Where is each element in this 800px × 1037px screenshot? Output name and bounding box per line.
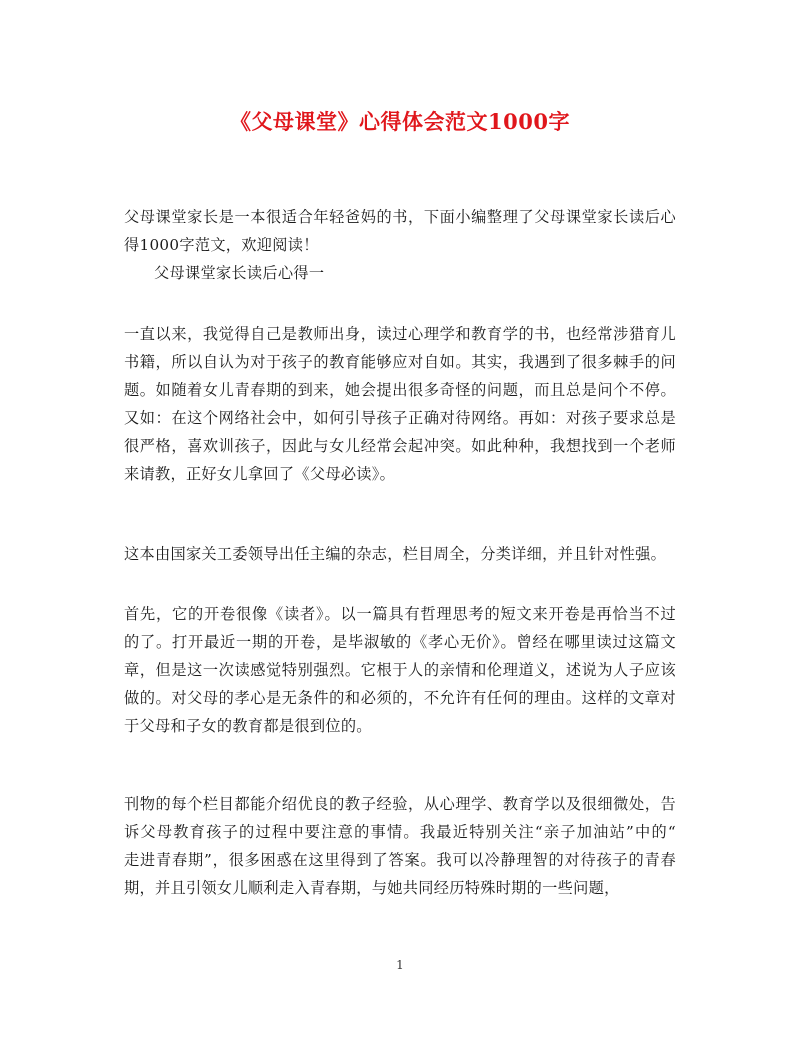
text-line: 父母课堂家长是一本很适合年轻爸妈的书，下面小编整理了父母课堂家长读后心 bbox=[124, 208, 676, 226]
text-line: 期，并且引领女儿顺利走入青春期，与她共同经历特殊时期的一些问题， bbox=[124, 879, 620, 897]
text-line: 这本由国家关工委领导出任主编的杂志，栏目周全，分类详细，并且针对性强。 bbox=[124, 545, 667, 563]
document-title: 《父母课堂》心得体会范文1000字 bbox=[230, 109, 570, 134]
text-line: 又如：在这个网络社会中，如何引导孩子正确对待网络。再如：对孩子要求总是 bbox=[124, 409, 676, 427]
text-line: 题。如随着女儿青春期的到来，她会提出很多奇怪的问题，而且总是问个不停。 bbox=[124, 381, 676, 399]
text-line: 诉父母教育孩子的过程中要注意的事情。我最近特别关注“亲子加油站”中的“ bbox=[124, 823, 676, 841]
body-paragraph-4 bbox=[124, 790, 676, 902]
page-number: 1 bbox=[396, 958, 404, 972]
text-line: 章，但是这一次读感觉特别强烈。它根于人的亲情和伦理道义，述说为人子应该 bbox=[124, 661, 676, 679]
body-paragraph-1 bbox=[124, 320, 676, 488]
body-paragraph-3 bbox=[124, 600, 676, 740]
text-line: 很严格，喜欢训孩子，因此与女儿经常会起冲突。如此种种，我想找到一个老师 bbox=[124, 437, 676, 455]
subheading: 父母课堂家长读后心得一 bbox=[154, 264, 325, 282]
text-line: 做的。对父母的孝心是无条件的和必须的，不允许有任何的理由。这样的文章对 bbox=[124, 689, 676, 707]
text-line: 刊物的每个栏目都能介绍优良的教子经验，从心理学、教育学以及很细微处，告 bbox=[124, 795, 676, 813]
text-line: 来请教，正好女儿拿回了《父母必读》。 bbox=[124, 465, 396, 483]
intro-paragraph bbox=[124, 203, 676, 287]
text-line: 首先，它的开卷很像《读者》。以一篇具有哲理思考的短文来开卷是再恰当不过 bbox=[124, 605, 676, 623]
text-line: 的了。打开最近一期的开卷，是毕淑敏的《孝心无价》。曾经在哪里读过这篇文 bbox=[124, 633, 676, 651]
text-line: 得1000字范文，欢迎阅读！ bbox=[124, 236, 319, 254]
text-line: 一直以来，我觉得自己是教师出身，读过心理学和教育学的书，也经常涉猎育儿 bbox=[124, 325, 676, 343]
text-line: 于父母和子女的教育都是很到位的。 bbox=[124, 717, 372, 735]
text-line: 书籍，所以自认为对于孩子的教育能够应对自如。其实，我遇到了很多棘手的问 bbox=[124, 353, 676, 371]
text-line: 走进青春期”，很多困惑在这里得到了答案。我可以冷静理智的对待孩子的青春 bbox=[124, 851, 676, 869]
body-paragraph-2 bbox=[124, 540, 676, 568]
